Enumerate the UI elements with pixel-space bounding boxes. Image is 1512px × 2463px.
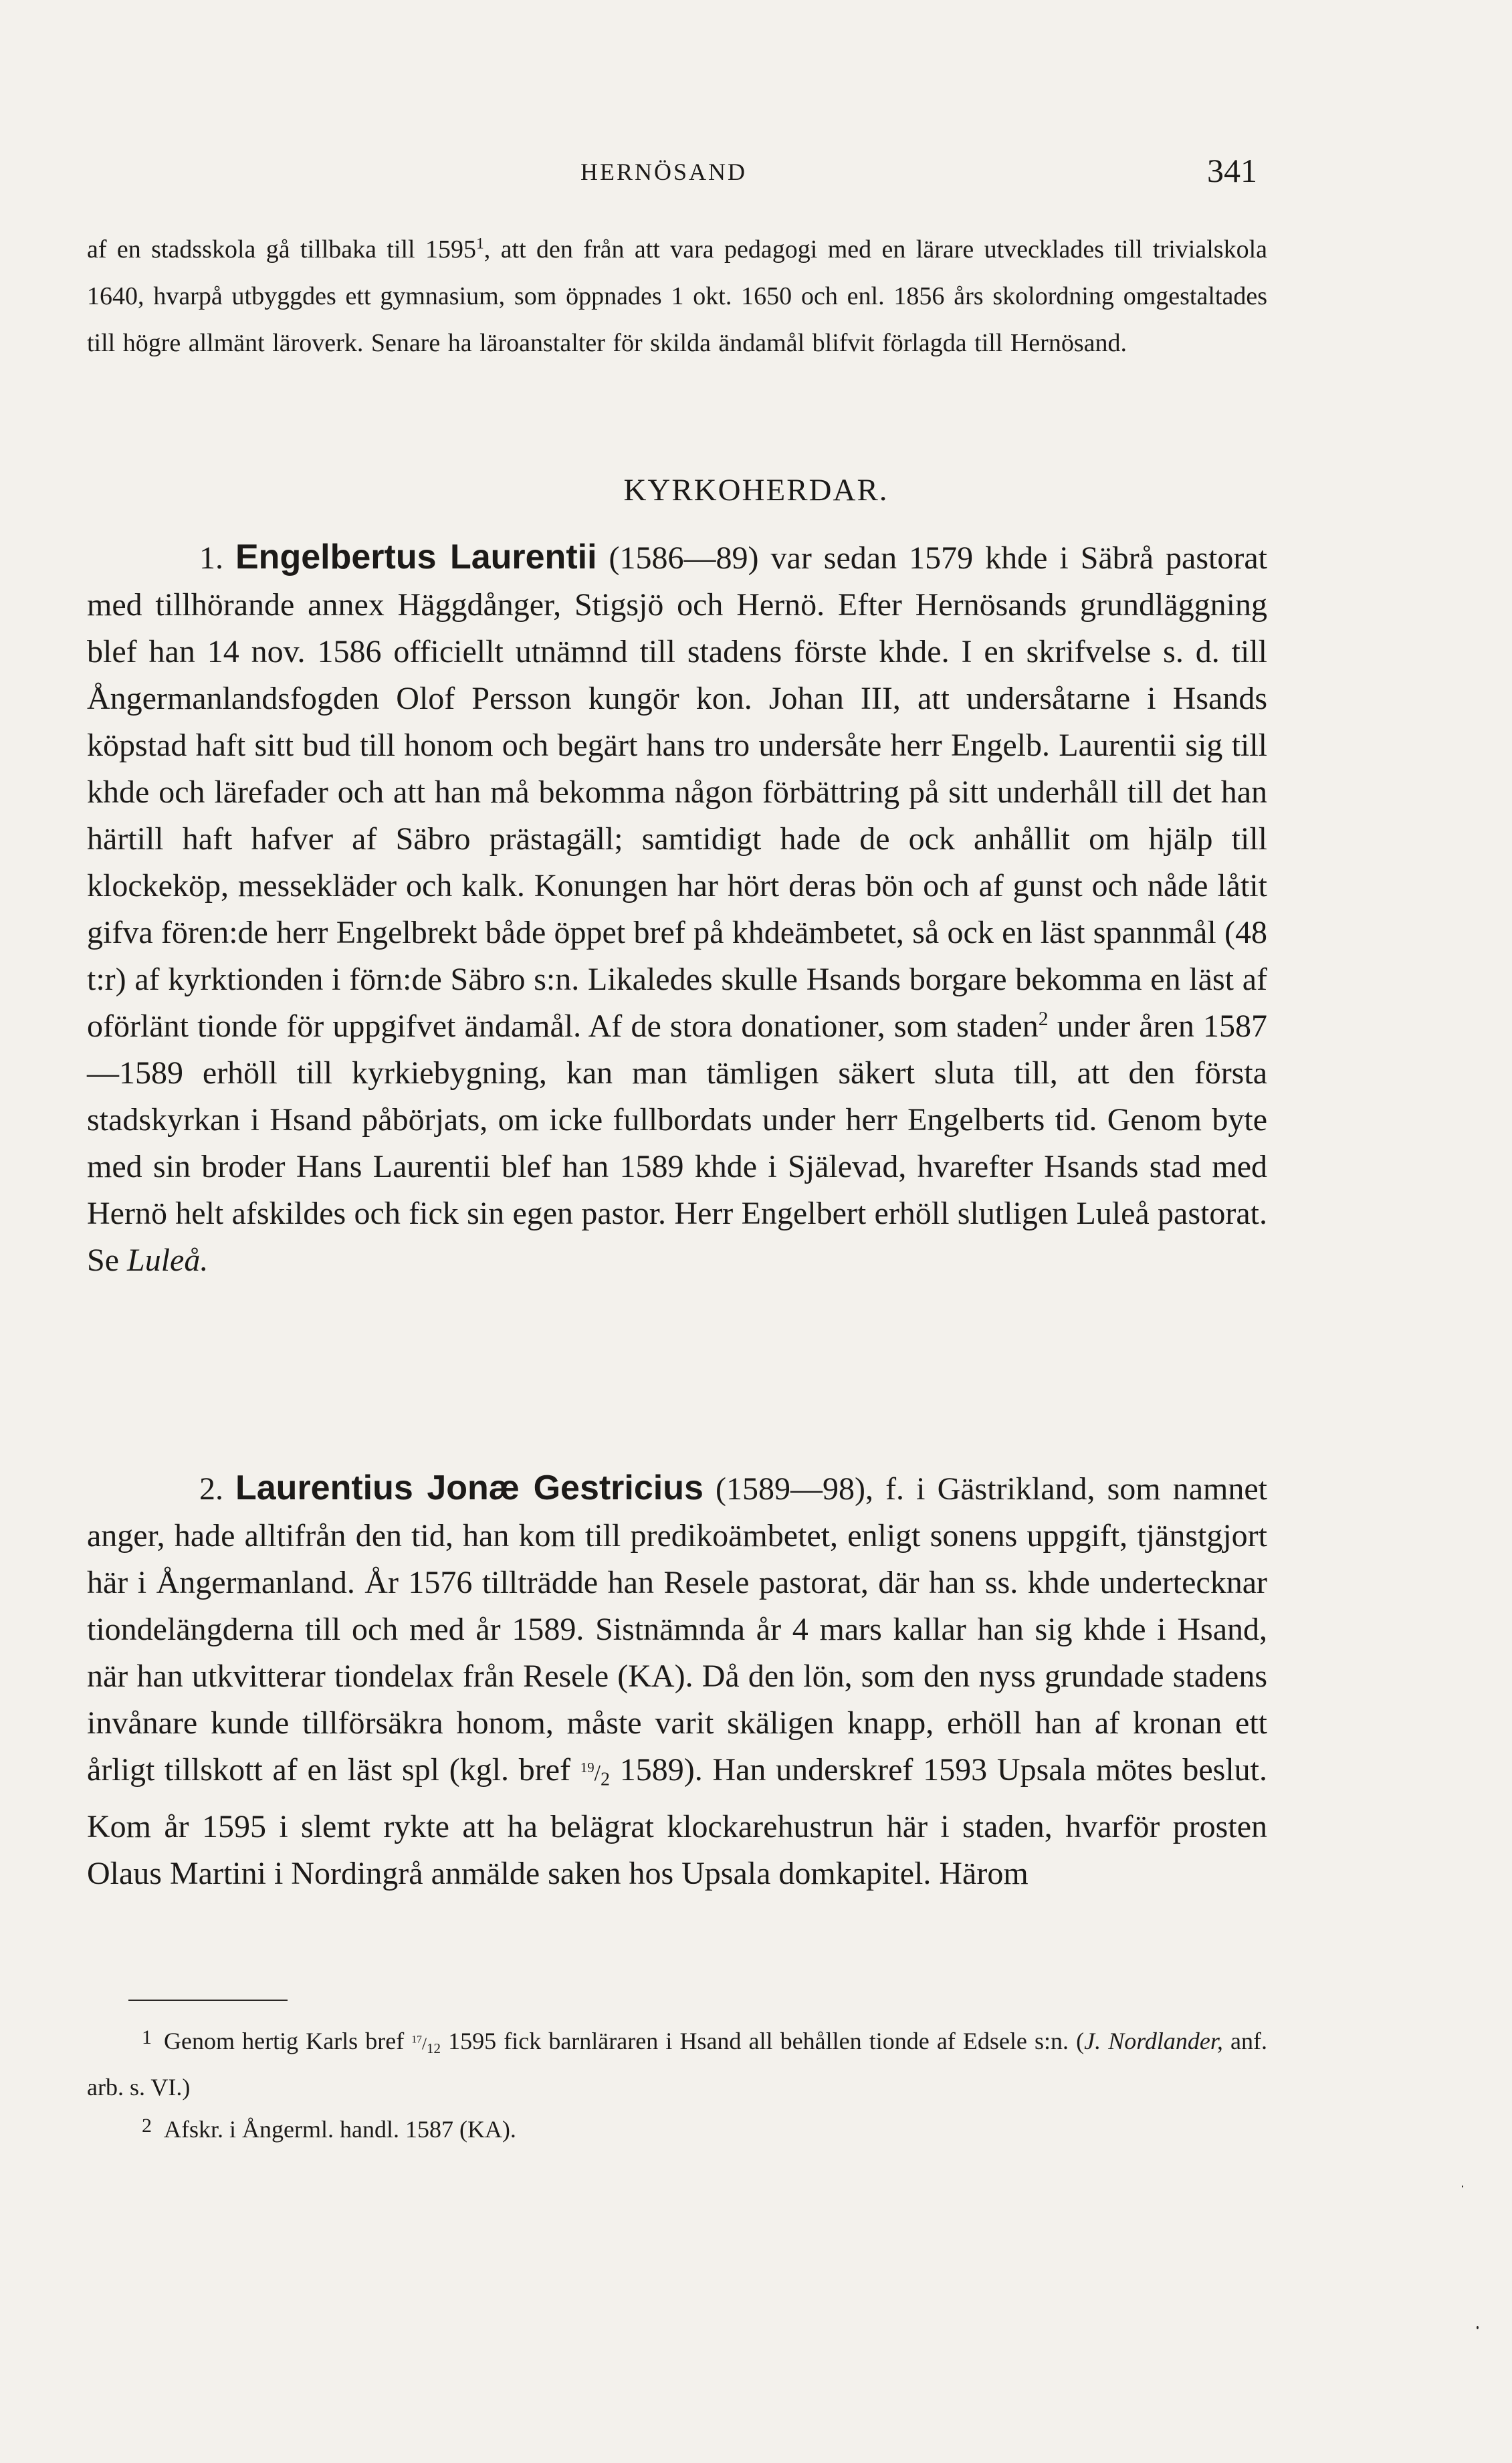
footnote-author: J. Nordlander, — [1084, 2028, 1223, 2054]
footnote-ref-2[interactable]: 2 — [1038, 1008, 1049, 1030]
date-fraction: $^{17}/_{12}$ — [411, 2034, 441, 2057]
footnote-2 — [87, 2107, 1267, 2149]
see-reference-lulea[interactable]: Luleå. — [127, 1243, 209, 1278]
section-heading: KYRKOHERDAR. — [623, 473, 889, 508]
entry-name: Laurentius Jonæ Gestricius — [235, 1469, 704, 1507]
date-fraction: $^{19}/_2$ — [580, 1759, 610, 1790]
scan-speck — [1462, 2185, 1463, 2187]
page-number: 341 — [1207, 152, 1257, 189]
footnote-text-b: 1595 fick barnläraren i Hsand all behållen tionde af Edsele s:n. ( — [440, 2028, 1085, 2054]
running-head: HERNÖSAND — [580, 158, 748, 185]
entry-engelbertus — [87, 534, 1267, 1284]
footnote-text-a: Genom hertig Karls bref — [164, 2028, 412, 2054]
date-month: 12 — [426, 2040, 441, 2057]
footnote-number: 1 — [142, 2026, 152, 2048]
intro-text-b: , att den från att vara pedagogi med en lärare utvecklades till trivialskola 1640, hvarpå utbyggdes ett gymnasium, som öppnades 1 okt. 1650 och enl. 1856 års skolordning omgestaltades till högre allmänt läroverk. Senare ha läroanstalter för skilda ändamål blifvit förlagda till Hernösand. — [87, 235, 1267, 357]
footnote-number: 2 — [142, 2115, 152, 2137]
footnote-1 — [87, 2018, 1267, 2107]
footnote-text-a: Afskr. i Ångerml. handl. 1587 (KA). — [164, 2116, 516, 2143]
entry-text-b: 1589). Han underskref 1593 Upsala mötes beslut. Kom år 1595 i slemt rykte att ha belägrat klockarehustrun här i staden, hvarför prosten Olaus Martini i Nordingrå anmälde saken hos Upsala domkapitel. Härom — [87, 1752, 1267, 1891]
date-day: 19 — [580, 1759, 595, 1776]
entry-text-b: under åren 1587—1589 erhöll till kyrkiebygning, kan man tämligen säkert sluta till, att den första stadskyrkan i Hsand påbörjats, om icke fullbordats under herr Engelberts tid. Genom byte med sin broder Hans Laurentii blef han 1589 khde i Själevad, hvarefter Hsands stad med Hernö helt afskildes och fick sin egen pastor. Herr Engelbert erhöll slutligen Luleå pastorat. Se — [87, 1008, 1268, 1278]
footnotes — [87, 2018, 1267, 2149]
entry-laurentius — [87, 1465, 1267, 1897]
entry-number: 1. — [199, 540, 223, 576]
entry-text-a: (1586—89) var sedan 1579 khde i Säbrå pastorat med tillhörande annex Häggdånger, Stigsjö och Hernö. Efter Hernösands grundläggning blef han 14 nov. 1586 officiellt utnämnd till stadens förste khde. I en skrifvelse s. d. till Ångermanlandsfogden Olof Persson kungör kon. Johan III, att undersåtarne i Hsands köpstad haft sitt bud till honom och begärt hans tro undersåte herr Engelb. Laurentii sig till khde och lärefader och att han må bekomma någon förbättring på sitt underhåll till det han härtill haft hafver af Säbro prästagäll; samtidigt hade de ock anhållit om hjälp till klockeköp, messekläder och kalk. Konungen har hört deras bön och af gunst och nåde låtit gifva fören:de herr Engelbrekt både öppet bref på khdeämbetet, så ock en läst spannmål (48 t:r) af kyrktionden i förn:de Säbro s:n. Likaledes skulle Hsands borgare bekomma en läst af oförlänt tionde för uppgifvet ändamål. Af de stora donationer, som staden — [87, 540, 1267, 1044]
date-month: 2 — [600, 1769, 610, 1790]
footnote-text-c: anf. arb. s. VI.) — [87, 2028, 1268, 2101]
footnote-ref-1[interactable]: 1 — [476, 235, 484, 253]
entry-number: 2. — [199, 1471, 223, 1507]
intro-paragraph — [87, 226, 1267, 366]
entry-name: Engelbertus Laurentii — [235, 538, 597, 576]
intro-text-a: af en stadsskola gå tillbaka till 1595 — [87, 235, 477, 263]
entry-text-a: (1589—98), f. i Gästrikland, som namnet anger, hade alltifrån den tid, han kom till predikoämbetet, enligt sonens uppgift, tjänstgjort här i Ångermanland. År 1576 tillträdde han Resele pastorat, där han ss. khde undertecknar tiondelängderna till och med år 1589. Sistnämnda år 4 mars kallar han sig khde i Hsand, när han utkvitterar tiondelax från Resele (KA). Då den lön, som den nyss grundade stadens invånare kunde tillförsäkra honom, måste varit skäligen knapp, erhöll han af kronan ett årligt tillskott af en läst spl (kgl. bref — [87, 1471, 1268, 1788]
scan-speck — [1477, 2326, 1479, 2329]
date-day: 17 — [411, 2034, 422, 2046]
footnote-divider — [128, 2000, 288, 2001]
